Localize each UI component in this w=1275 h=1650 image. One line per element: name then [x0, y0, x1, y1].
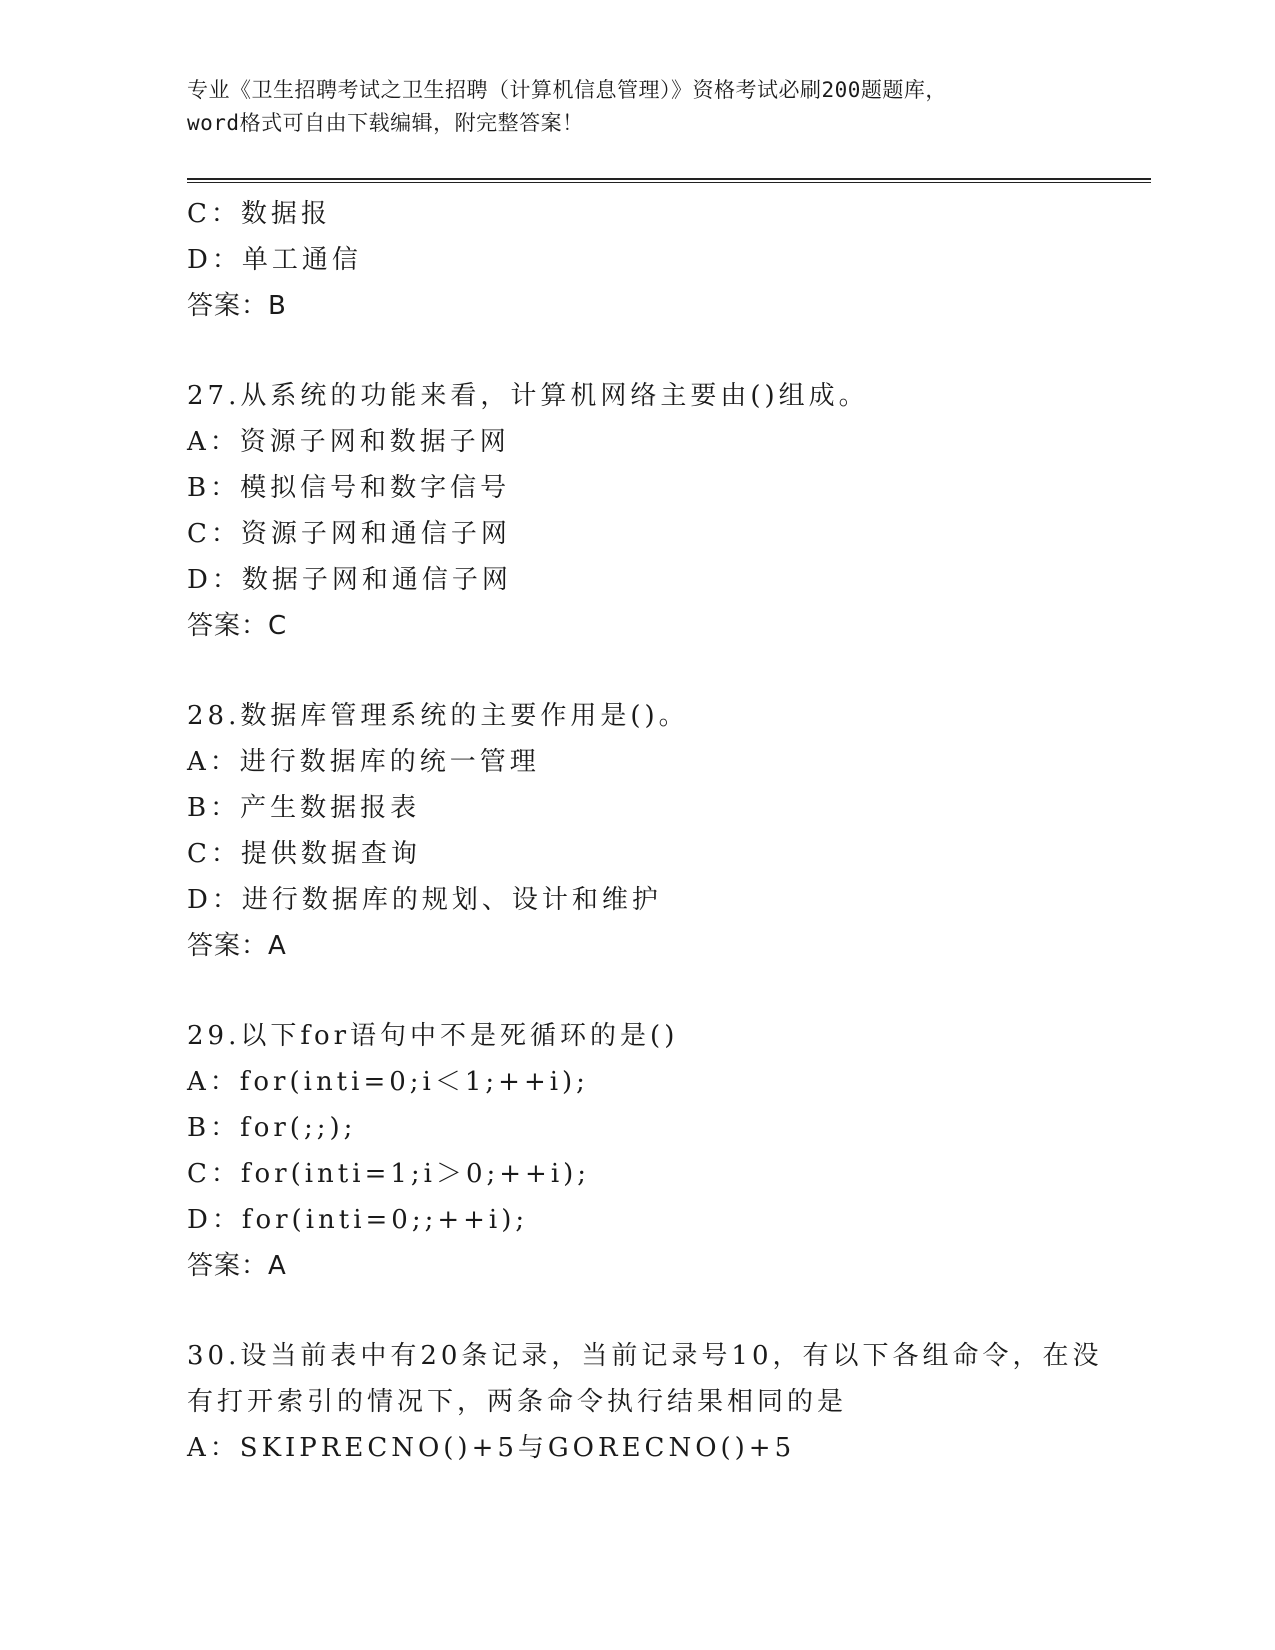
option-c: C：提供数据查询 [187, 839, 421, 869]
option-a: A：for(inti=0;i＜1;++i); [187, 1067, 589, 1097]
option-a: A：进行数据库的统一管理 [187, 747, 540, 777]
option-d: D：for(inti=0;;++i); [187, 1205, 529, 1235]
spacer [187, 1289, 1087, 1333]
option-b: B：产生数据报表 [187, 793, 421, 823]
question-27 [187, 373, 1087, 649]
option-a: A：SKIPRECNO()+5与GORECNO()+5 [187, 1433, 796, 1463]
question-stem-line-1: 30.设当前表中有20条记录，当前记录号10，有以下各组命令，在没 [187, 1341, 1103, 1371]
spacer [187, 969, 1087, 1013]
option-d: D：数据子网和通信子网 [187, 565, 512, 595]
option-c: C：数据报 [187, 199, 331, 229]
answer-line: 答案：B [187, 291, 287, 321]
option-b: B：for(;;); [187, 1113, 357, 1143]
header-divider [187, 178, 1151, 183]
option-a: A：资源子网和数据子网 [187, 427, 510, 457]
header-title-line-1: 专业《卫生招聘考试之卫生招聘（计算机信息管理）》资格考试必刷200题题库， [187, 78, 947, 102]
option-d: D：进行数据库的规划、设计和维护 [187, 885, 662, 915]
question-list [187, 191, 1103, 1471]
question-30 [187, 1333, 1103, 1471]
option-d: D：单工通信 [187, 245, 362, 275]
question-28 [187, 693, 1087, 969]
header-title-line-2: word格式可自由下载编辑，附完整答案！ [187, 111, 584, 135]
spacer [187, 329, 1087, 373]
question-29 [187, 1013, 1087, 1289]
question-stem: 28.数据库管理系统的主要作用是()。 [187, 701, 689, 731]
answer-line: 答案：A [187, 931, 287, 961]
document-header [187, 74, 1087, 140]
option-b: B：模拟信号和数字信号 [187, 473, 511, 503]
answer-line: 答案：C [187, 611, 288, 641]
option-c: C：for(inti=1;i＞0;++i); [187, 1159, 591, 1189]
answer-line: 答案：A [187, 1251, 287, 1281]
question-stem: 29.以下for语句中不是死循环的是() [187, 1021, 679, 1051]
question-stem: 27.从系统的功能来看，计算机网络主要由()组成。 [187, 381, 869, 411]
option-c: C：资源子网和通信子网 [187, 519, 511, 549]
question-26-tail [187, 191, 1087, 329]
question-stem-line-2: 有打开索引的情况下，两条命令执行结果相同的是 [187, 1387, 848, 1417]
spacer [187, 649, 1087, 693]
